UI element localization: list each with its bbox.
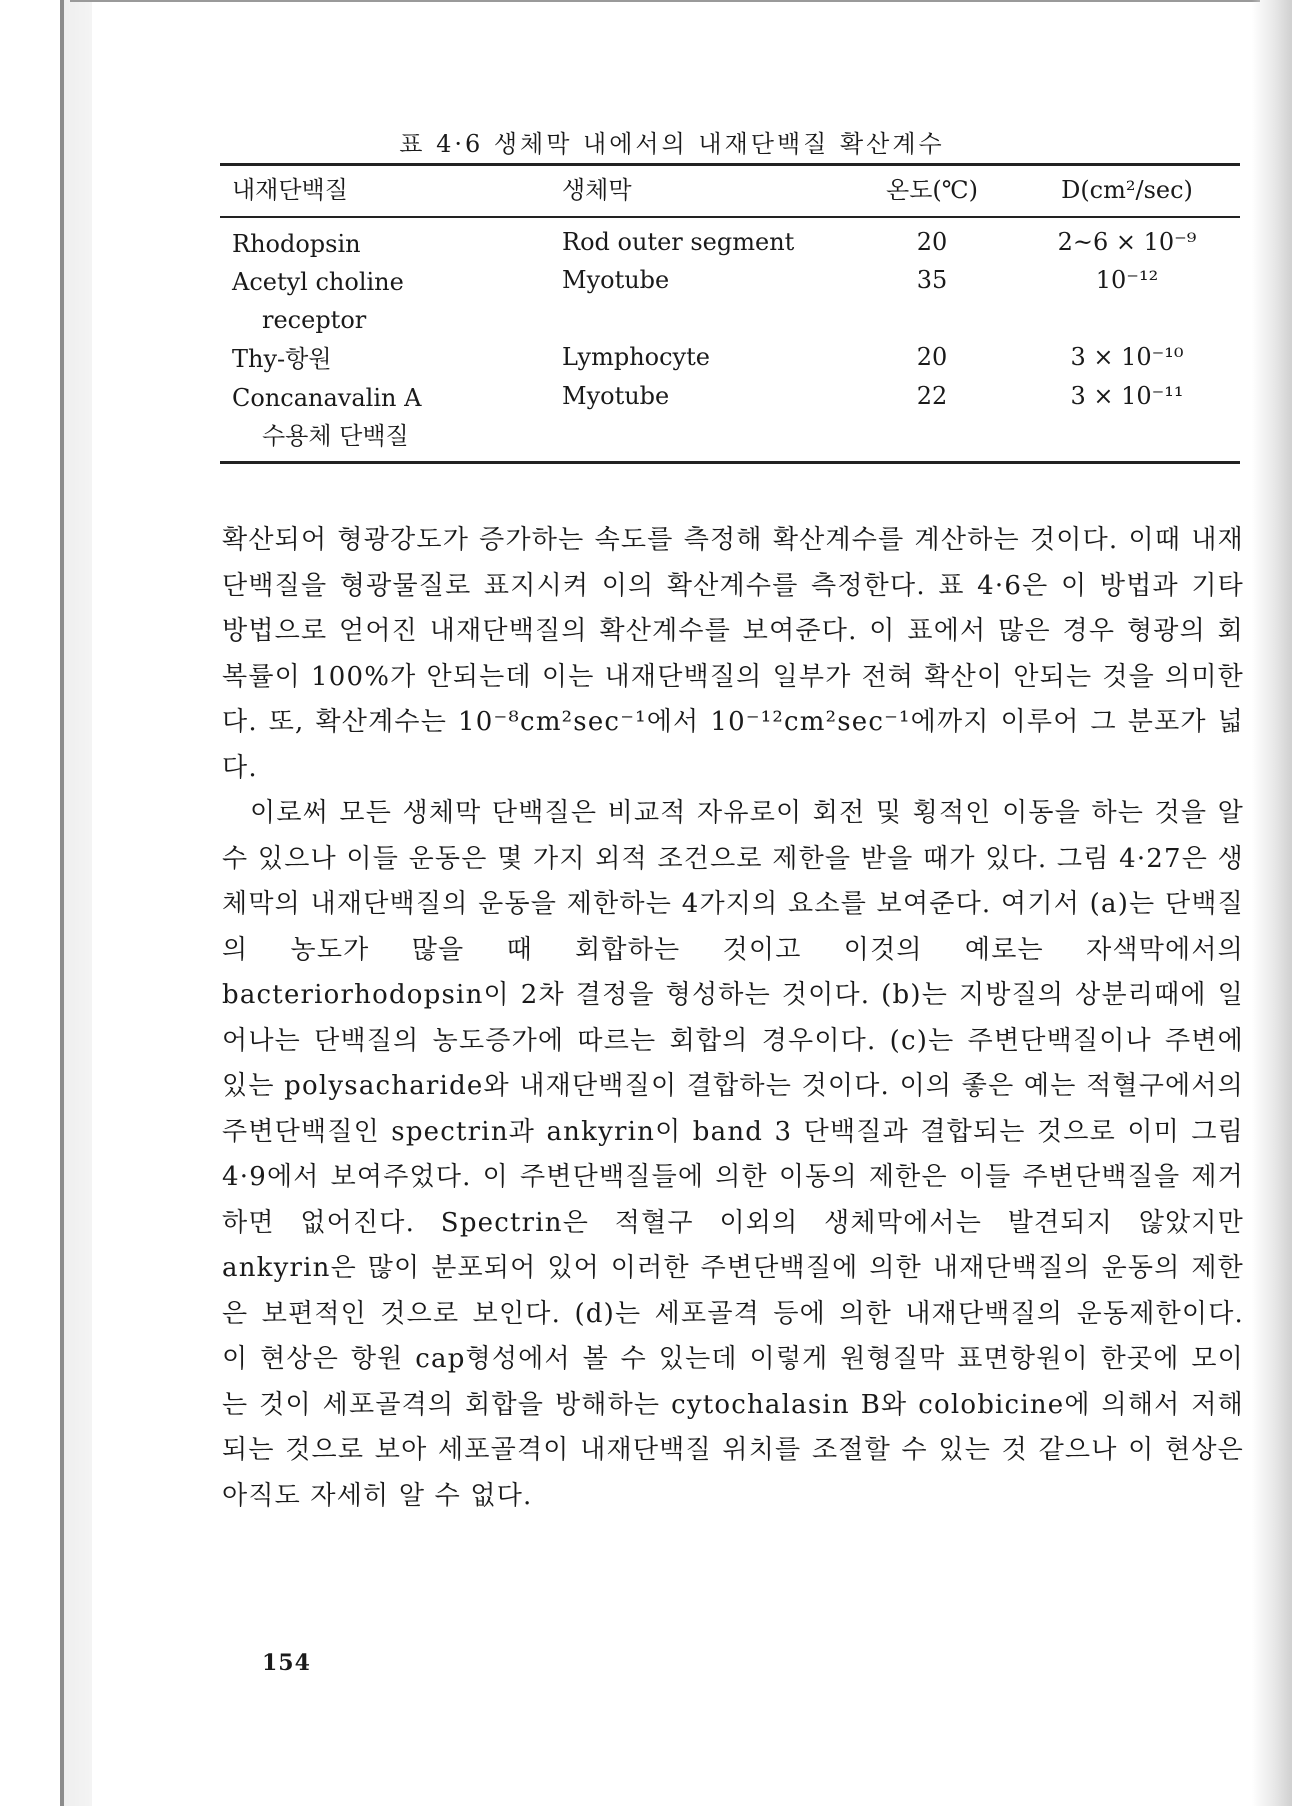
table-header-rule bbox=[220, 216, 1240, 218]
table-cell-protein: Acetyl choline bbox=[232, 268, 404, 296]
table-top-rule bbox=[220, 163, 1240, 166]
page-right-shadow bbox=[1252, 0, 1292, 1806]
table-cell-temperature: 20 bbox=[916, 228, 948, 256]
paragraph: 이로써 모든 생체막 단백질은 비교적 자유로이 회전 및 횡적인 이동을 하는 것을 알 수 있으나 이들 운동은 몇 가지 외적 조건으로 제한을 받을 때가 있다. 그림 4·27은 생체막의 내재단백질의 운동을 제한하는 4가지의 요소를 보여준다. 여기서 (a)는 단백질의 농도가 많을 때 회합하는 것이고 이것의 예로는 자색막에서의 bacteriorhodopsin이 2차 결정을 형성하는 것이다. (b)는 지방질의 상분리때에 일어나는 단백질의 농도증가에 따르는 회합의 경우이다. (c)는 주변단백질이나 주변에 있는 polysacharide와 내재단백질이 결합하는 것이다. 이의 좋은 예는 적혈구에서의 주변단백질인 spectrin과 ankyrin이 band 3 단백질과 결합되는 것으로 이미 그림 4·9에서 보여주었다. 이 주변단백질들에 의한 이동의 제한은 이들 주변단백질을 제거하면 없어진다. Spectrin은 적혈구 이외의 생체막에서는 발견되지 않았지만 ankyrin은 많이 분포되어 있어 이러한 주변단백질에 의한 내재단백질의 운동의 제한은 보편적인 것으로 보인다. (d)는 세포골격 등에 의한 내재단백질의 운동제한이다. 이 현상은 항원 cap형성에서 볼 수 있는데 이렇게 원형질막 표면항원이 한곳에 모이는 것이 세포골격의 회합을 방해하는 cytochalasin B와 colobicine에 의해서 저해되는 것으로 보아 세포골격이 내재단백질 위치를 조절할 수 있는 것 같으나 이 현상은 아직도 자세히 알 수 없다. bbox=[222, 798, 1244, 1511]
table-cell-protein: Rhodopsin bbox=[232, 230, 361, 258]
table-cell-protein-continued: 수용체 단백질 bbox=[262, 422, 409, 450]
table-cell-protein-continued: receptor bbox=[262, 306, 367, 334]
book-page bbox=[92, 0, 1252, 1806]
book-left-edge bbox=[0, 0, 92, 1806]
table-cell-protein: Thy-항원 bbox=[232, 345, 332, 373]
table-header-temperature: 온도(℃) bbox=[886, 176, 978, 204]
table-bottom-rule bbox=[220, 461, 1240, 464]
table-cell-membrane: Lymphocyte bbox=[562, 343, 710, 371]
table-cell-membrane: Myotube bbox=[562, 266, 670, 294]
table-cell-membrane: Myotube bbox=[562, 382, 670, 410]
page-number: 154 bbox=[262, 1650, 311, 1676]
table-cell-membrane: Rod outer segment bbox=[562, 228, 795, 256]
table-header-protein: 내재단백질 bbox=[232, 176, 348, 204]
book-spine-line bbox=[60, 0, 64, 1806]
paragraph: 확산되어 형광강도가 증가하는 속도를 측정해 확산계수를 계산하는 것이다. 이때 내재단백질을 형광물질로 표지시켜 이의 확산계수를 측정한다. 표 4·6은 이 방법과 기타 방법으로 얻어진 내재단백질의 확산계수를 보여준다. 이 표에서 많은 경우 형광의 회복률이 100%가 안되는데 이는 내재단백질의 일부가 전혀 확산이 안되는 것을 의미한다. 또, 확산계수는 10⁻⁸cm²sec⁻¹에서 10⁻¹²cm²sec⁻¹에까지 이루어 그 분포가 넓다. bbox=[222, 525, 1244, 783]
table-header-diffusion: D(cm²/sec) bbox=[1061, 176, 1193, 204]
table-cell-protein: Concanavalin A bbox=[232, 384, 422, 412]
table-cell-diffusion: 2~6 × 10⁻⁹ bbox=[1057, 228, 1197, 256]
table-header-membrane: 생체막 bbox=[562, 176, 632, 204]
table-cell-diffusion: 10⁻¹² bbox=[1095, 266, 1159, 294]
table-cell-diffusion: 3 × 10⁻¹¹ bbox=[1070, 382, 1184, 410]
table-cell-temperature: 22 bbox=[916, 382, 948, 410]
table-cell-diffusion: 3 × 10⁻¹⁰ bbox=[1070, 343, 1184, 371]
body-text bbox=[222, 518, 1244, 1519]
table-cell-temperature: 20 bbox=[916, 343, 948, 371]
table-cell-temperature: 35 bbox=[916, 266, 948, 294]
table-title: 표 4·6 생체막 내에서의 내재단백질 확산계수 bbox=[399, 130, 945, 158]
